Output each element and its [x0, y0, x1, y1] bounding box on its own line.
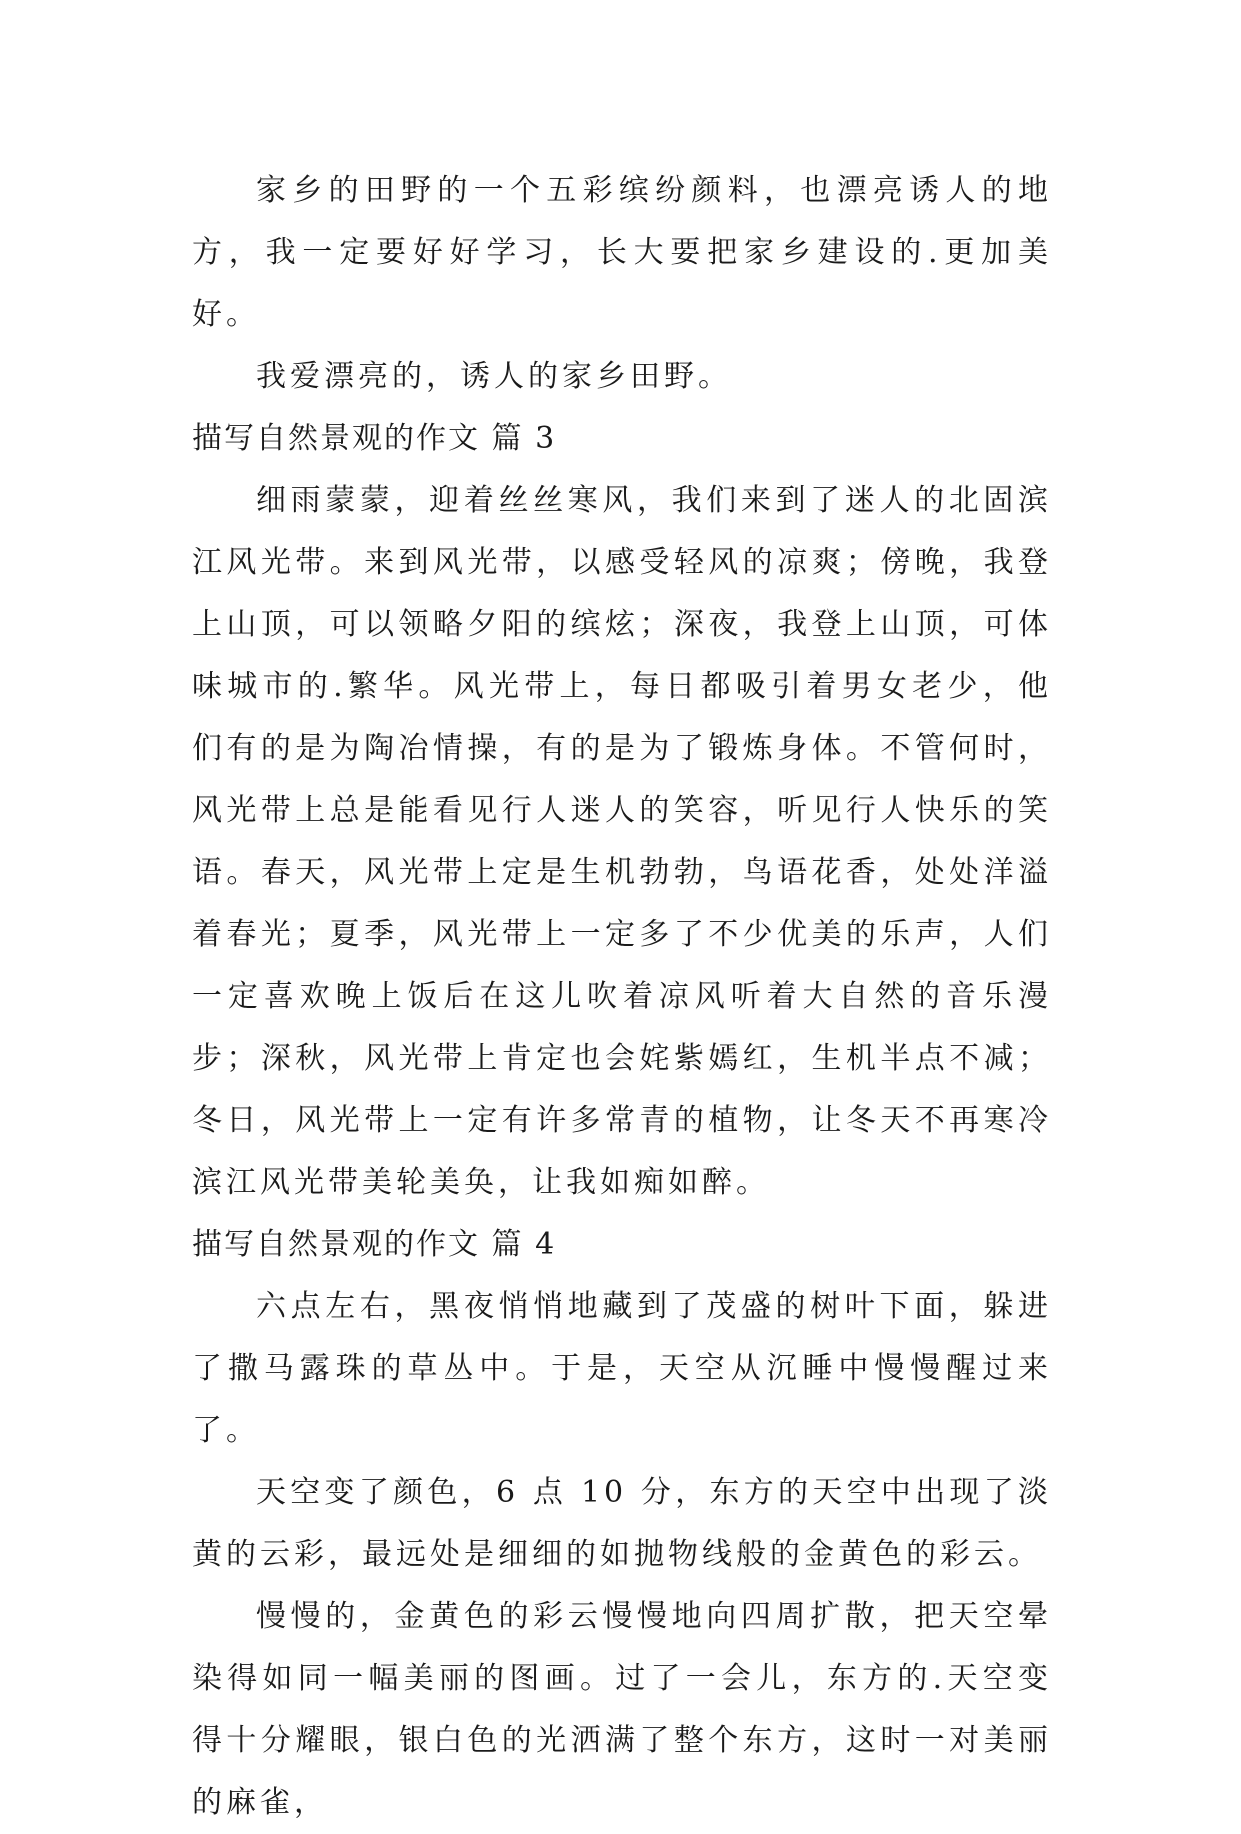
section-heading: 描写自然景观的作文 篇 3: [192, 421, 557, 456]
paragraph: 六点左右，黑夜悄悄地藏到了茂盛的树叶下面，躲进了撒马露珠的草丛中。于是，天空从沉睡中慢慢醒过来了。: [192, 1289, 1052, 1448]
paragraph: 家乡的田野的一个五彩缤纷颜料，也漂亮诱人的地方，我一定要好好学习，长大要把家乡建设的.更加美好。: [192, 173, 1052, 332]
section-heading: 描写自然景观的作文 篇 4: [192, 1227, 557, 1262]
document-body: [192, 160, 1052, 1834]
paragraph: 慢慢的，金黄色的彩云慢慢地向四周扩散，把天空晕染得如同一幅美丽的图画。过了一会儿，东方的.天空变得十分耀眼，银白色的光洒满了整个东方，这时一对美丽的麻雀，: [192, 1599, 1052, 1820]
paragraph: 天空变了颜色，6 点 10 分，东方的天空中出现了淡黄的云彩，最远处是细细的如抛物线般的金黄色的彩云。: [192, 1475, 1052, 1572]
paragraph: 我爱漂亮的，诱人的家乡田野。: [256, 359, 732, 394]
paragraph: 细雨蒙蒙，迎着丝丝寒风，我们来到了迷人的北固滨江风光带。来到风光带，以感受轻风的凉爽；傍晚，我登上山顶，可以领略夕阳的缤炫；深夜，我登上山顶，可体味城市的.繁华。风光带上，每日都吸引着男女老少，他们有的是为陶冶情操，有的是为了锻炼身体。不管何时，风光带上总是能看见行人迷人的笑容，听见行人快乐的笑语。春天，风光带上定是生机勃勃，鸟语花香，处处洋溢着春光；夏季，风光带上一定多了不少优美的乐声，人们一定喜欢晚上饭后在这儿吹着凉风听着大自然的音乐漫步；深秋，风光带上肯定也会姹紫嫣红，生机半点不减；冬日，风光带上一定有许多常青的植物，让冬天不再寒冷滨江风光带美轮美奂，让我如痴如醉。: [192, 483, 1052, 1200]
